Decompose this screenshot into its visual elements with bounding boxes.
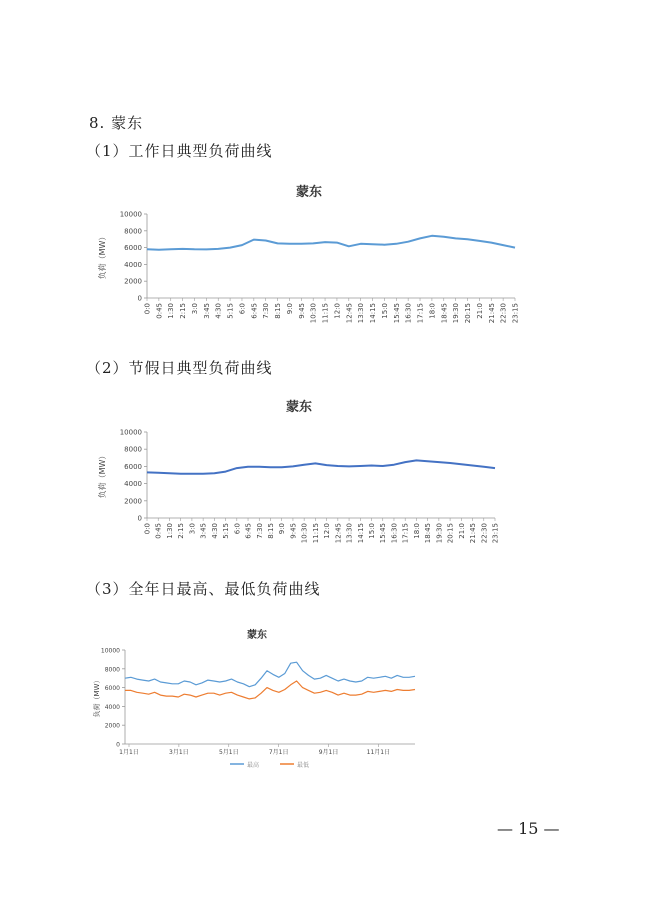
x-tick-label: 9:0: [278, 523, 287, 535]
x-tick-label: 23:15: [491, 523, 500, 544]
holiday-load-chart-svg: [89, 395, 509, 563]
x-tick-label: 22:30: [499, 303, 508, 324]
x-tick-label: 2:15: [177, 523, 186, 539]
legend-label: 最高: [247, 762, 260, 769]
x-tick-label: 9:45: [289, 523, 298, 539]
y-tick-label: 0: [137, 294, 142, 303]
x-tick-label: 3月1日: [169, 749, 189, 756]
y-axis-label: 负荷（MW）: [93, 676, 101, 718]
y-tick-label: 6000: [124, 244, 142, 253]
y-axis-label: 负荷（MW）: [98, 451, 107, 499]
page-number: — 15 —: [497, 819, 560, 838]
y-tick-label: 4000: [104, 703, 120, 711]
series-line-0: [147, 236, 515, 250]
x-tick-label: 8:15: [266, 523, 275, 539]
x-tick-label: 18:45: [424, 523, 433, 544]
x-tick-label: 16:30: [390, 523, 399, 544]
y-tick-label: 4000: [124, 260, 142, 269]
x-tick-label: 21:0: [457, 523, 466, 539]
x-tick-label: 3:0: [188, 523, 197, 535]
y-tick-label: 2000: [124, 497, 142, 506]
x-tick-label: 23:15: [511, 303, 520, 324]
annual-max-min-load-chart: [89, 622, 425, 774]
x-tick-label: 4:30: [210, 523, 219, 539]
holiday-load-chart: [89, 395, 509, 563]
x-tick-label: 9月1日: [318, 749, 339, 756]
x-tick-label: 5:15: [222, 523, 231, 539]
x-tick-label: 0:45: [154, 523, 163, 539]
x-tick-label: 20:15: [464, 303, 473, 324]
x-tick-label: 12:0: [333, 303, 342, 319]
x-tick-label: 5:15: [226, 303, 235, 319]
workday-load-chart: [89, 178, 529, 350]
x-tick-label: 19:30: [435, 523, 444, 544]
chart-title: 蒙东: [295, 185, 323, 200]
x-tick-label: 7:30: [255, 523, 264, 539]
y-tick-label: 6000: [124, 462, 142, 471]
x-tick-label: 5月1日: [218, 749, 239, 756]
x-tick-label: 13:30: [345, 523, 354, 544]
x-tick-label: 18:0: [428, 303, 437, 319]
x-tick-label: 17:15: [416, 303, 425, 324]
x-tick-label: 12:45: [345, 303, 354, 324]
x-tick-label: 15:0: [380, 303, 389, 319]
y-tick-label: 8000: [124, 445, 142, 454]
x-tick-label: 18:0: [412, 523, 421, 539]
x-tick-label: 0:0: [143, 523, 152, 535]
subsection-annual: （3）全年日最高、最低负荷曲线: [86, 580, 321, 598]
x-tick-label: 12:45: [334, 523, 343, 544]
x-tick-label: 6:45: [244, 523, 253, 539]
x-tick-label: 22:30: [480, 523, 489, 544]
x-tick-label: 1:30: [167, 303, 176, 319]
x-tick-label: 11月1日: [366, 749, 391, 756]
x-tick-label: 9:0: [285, 303, 294, 315]
workday-load-chart-svg: [89, 178, 529, 350]
x-tick-label: 9:45: [297, 303, 306, 319]
x-tick-label: 16:30: [404, 303, 413, 324]
x-tick-label: 4:30: [214, 303, 223, 319]
x-tick-label: 21:0: [475, 303, 484, 319]
y-tick-label: 10000: [119, 210, 142, 219]
x-tick-label: 15:45: [379, 523, 388, 544]
y-tick-label: 10000: [100, 647, 120, 655]
x-tick-label: 11:15: [321, 303, 330, 324]
x-tick-label: 8:15: [274, 303, 283, 319]
y-tick-label: 2000: [104, 722, 120, 730]
y-tick-label: 0: [116, 741, 120, 749]
x-tick-label: 10:30: [300, 523, 309, 544]
subsection-holiday: （2）节假日典型负荷曲线: [86, 359, 273, 377]
x-tick-label: 10:30: [309, 303, 318, 324]
x-tick-label: 6:0: [233, 523, 242, 535]
chart-title: 蒙东: [285, 400, 313, 415]
x-tick-label: 14:15: [369, 303, 378, 324]
x-tick-label: 7月1日: [268, 749, 289, 756]
series-line-0: [125, 662, 415, 687]
y-tick-label: 2000: [124, 277, 142, 286]
x-tick-label: 15:0: [368, 523, 377, 539]
series-line-0: [147, 460, 495, 473]
x-tick-label: 17:15: [401, 523, 410, 544]
legend-label: 最低: [297, 762, 310, 769]
x-tick-label: 20:15: [446, 523, 455, 544]
x-tick-label: 0:45: [155, 303, 164, 319]
x-tick-label: 7:30: [262, 303, 271, 319]
x-tick-label: 0:0: [143, 303, 152, 315]
x-tick-label: 12:0: [323, 523, 332, 539]
x-tick-label: 18:45: [440, 303, 449, 324]
x-tick-label: 11:15: [311, 523, 320, 544]
x-tick-label: 1:30: [165, 523, 174, 539]
y-tick-label: 4000: [124, 480, 142, 489]
chart-title: 蒙东: [247, 630, 267, 641]
x-tick-label: 21:45: [487, 303, 496, 324]
x-tick-label: 6:45: [250, 303, 259, 319]
x-tick-label: 15:45: [392, 303, 401, 324]
x-tick-label: 13:30: [357, 303, 366, 324]
y-tick-label: 8000: [104, 666, 120, 674]
x-tick-label: 3:0: [190, 303, 199, 315]
x-tick-label: 19:30: [452, 303, 461, 324]
y-tick-label: 10000: [119, 428, 142, 437]
x-tick-label: 1月1日: [119, 749, 139, 756]
section-title: 8. 蒙东: [89, 114, 144, 132]
x-tick-label: 2:15: [179, 303, 188, 319]
subsection-workday: （1）工作日典型负荷曲线: [86, 142, 273, 160]
annual-max-min-load-chart-svg: [89, 622, 425, 774]
x-tick-label: 3:45: [202, 303, 211, 319]
y-axis-label: 负荷（MW）: [98, 232, 107, 280]
x-tick-label: 14:15: [356, 523, 365, 544]
y-tick-label: 0: [137, 514, 142, 523]
y-tick-label: 6000: [104, 685, 120, 693]
y-tick-label: 8000: [124, 227, 142, 236]
x-tick-label: 3:45: [199, 523, 208, 539]
x-tick-label: 21:45: [469, 523, 478, 544]
x-tick-label: 6:0: [238, 303, 247, 315]
